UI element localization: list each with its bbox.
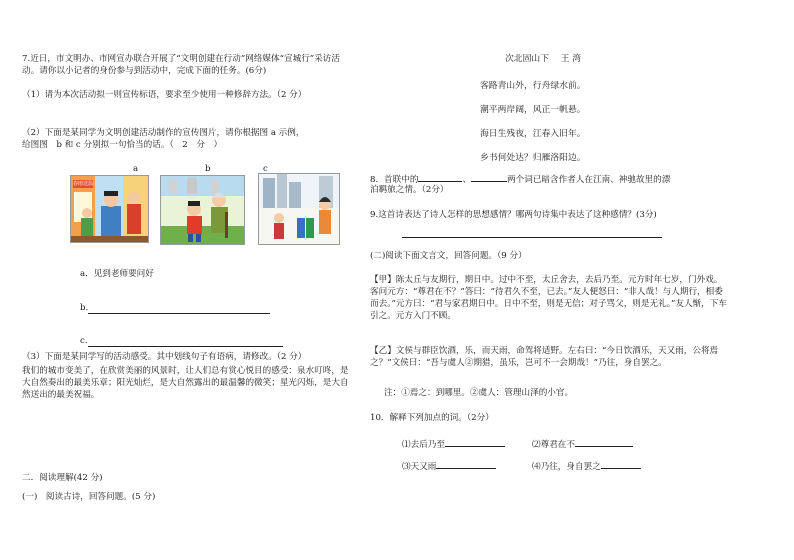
section-reading: 二．阅读理解(42 分)	[22, 473, 103, 483]
q10: 10．解释下列加点的词。（2分）	[370, 413, 494, 423]
q10-item-1	[402, 437, 505, 451]
q8-blank-2[interactable]	[471, 172, 507, 182]
q10-blank-3[interactable]	[436, 459, 496, 469]
q8-blank-1[interactable]	[418, 172, 462, 182]
q10-word-2: ⑵尊君在不	[532, 440, 575, 450]
section-prose-heading: (二)阅读下面文言文，回答问题。（9 分）	[370, 251, 527, 261]
q8-start: 8．首联中的	[370, 175, 419, 185]
q8-line2: 泊羁旅之情。（2分）	[370, 185, 449, 195]
illustration-a-sign: 春雨送温	[73, 181, 94, 187]
answer-c-blank[interactable]	[88, 346, 283, 347]
q9-answer-line[interactable]	[402, 237, 662, 238]
pic-a-label: a	[133, 164, 139, 174]
illustration-a	[70, 175, 149, 243]
prose-jia: 【甲】陈太丘与友期行，期日中。过中不至，太丘舍去，去后乃至。元方时年七岁，门外戏。客问元方：“尊君在不？”答曰：“待君久不至，已去。”友人便怒曰：“非人哉！与人期行，相委而去。”元方曰：“君与家君期日中。日中不至，则是无信；对子骂父，则是无礼。”友人惭，下车引之。元方入门不顾。	[370, 275, 727, 321]
q8-sep: 、	[462, 175, 472, 185]
q10-blank-2[interactable]	[575, 437, 633, 447]
q7-1: （1）请为本次活动拟一则宣传标语，要求至少使用一种修辞方法。（2 分）	[22, 90, 307, 100]
q7-2-line2: 给图图 b 和 c 分别拟一句恰当的话。（ 2 分 ）	[22, 140, 223, 150]
answer-b-blank[interactable]	[88, 313, 270, 314]
poem-line-2: 潮平两岸阔，风正一帆悬。	[480, 105, 586, 115]
poem-title: 次北固山下 王 湾	[505, 54, 581, 64]
q10-item-3	[402, 459, 496, 473]
q10-word-3: ⑶天又雨	[402, 462, 437, 472]
q7-3-passage: 我们的城市变美了，在欣赏美丽的风景时，让人们总有赏心悦目的感受：泉水叮咚，是大自然奏出的最美乐章；阳光灿烂，是大自然露出的最温馨的微笑；星光闪烁，是大自然送出的最美祝福。	[22, 366, 349, 400]
poem-line-3: 海日生残夜，江春入旧年。	[480, 129, 586, 139]
illustration-c	[258, 173, 340, 245]
q7-2-line1: （2）下面是某同学为文明创建活动制作的宣传图片，请你根据图 a 示例，	[22, 128, 305, 138]
pic-c-label: c	[263, 164, 268, 174]
q10-item-4	[532, 459, 641, 473]
q10-word-4: ⑷乃往，身自罢之	[532, 462, 601, 472]
q7-3: （3）下面是某同学写的活动感受。其中划线句子有语病，请修改。（2 分）	[22, 352, 307, 362]
prose-yi: 【乙】文侯与群臣饮酒，乐，而天雨，命驾将适野。左右曰：“今日饮酒乐，天又雨，公将焉之？”文侯曰：“吾与虞人②期猎，虽乐，岂可不一会期哉！”乃往，身自罢之。	[370, 346, 719, 368]
poem-line-4: 乡书何处达？归雁洛阳边。	[480, 153, 586, 163]
q10-blank-1[interactable]	[445, 437, 505, 447]
poem-line-1: 客路青山外，行舟绿水前。	[480, 81, 586, 91]
q10-word-1: ⑴去后乃至	[402, 440, 445, 450]
answer-c-label: c.	[80, 336, 88, 346]
pic-b-label: b	[205, 164, 211, 174]
q10-blank-4[interactable]	[601, 459, 641, 469]
section-poem-heading: (一) 阅读古诗，回答问题。(5 分)	[22, 492, 156, 502]
q10-item-2	[532, 437, 633, 451]
prose-note: 注：①焉之：到哪里。②虞人：管理山泽的小官。	[384, 388, 574, 398]
q7-prompt: 7.近日，市文明办、市网宣办联合开展了“文明创建在行动”网络媒体“宣城行”采访活动。请你以小记者的身份参与到活动中，完成下面的任务。(6分)	[22, 54, 340, 76]
answer-b-label: b.	[80, 303, 89, 313]
illustration-b	[160, 175, 245, 245]
q9: 9.这首诗表达了诗人怎样的思想感情？哪两句诗集中表达了这种感情？(3分)	[370, 210, 657, 220]
q8-rest: 两个词已暗含作者人在江南、神驰故里的漂	[507, 175, 671, 185]
answer-a: a．见到老师要问好	[80, 269, 154, 279]
